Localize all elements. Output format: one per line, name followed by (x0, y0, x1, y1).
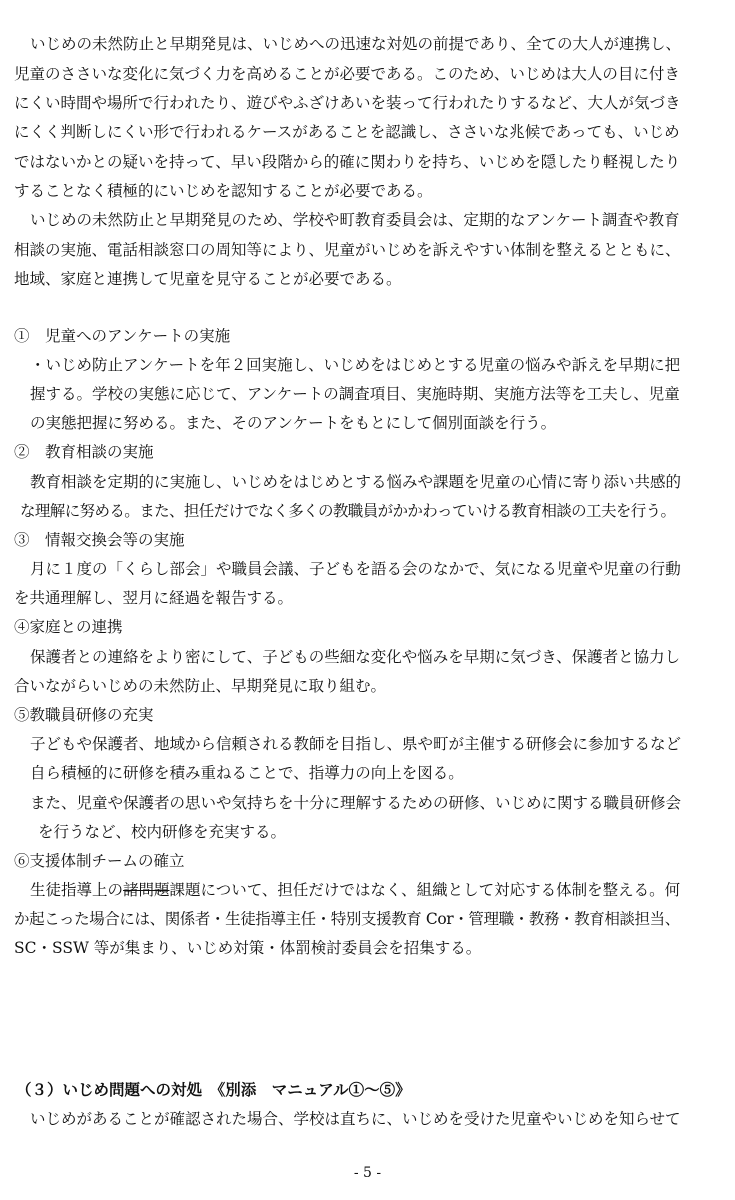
section-6-line-2: か起こった場合には、関係者・生徒指導主任・特別支援教育 Cor・管理職・教務・教育相談担当、 (14, 910, 680, 928)
section-6-line-3: SC・SSW 等が集まり、いじめ対策・体罰検討委員会を招集する。 (14, 939, 482, 957)
section-1-line-2: 握する。学校の実態に応じて、アンケートの調査項目、実施時期、実施方法等を工夫し、児童 (30, 385, 680, 403)
section-4-line-1: 保護者との連絡をより密にして、子どもの些細な変化や悩みを早期に気づき、保護者と協力し (30, 648, 681, 666)
next-section-body: いじめがあることが確認された場合、学校は直ちに、いじめを受けた児童やいじめを知らせて (30, 1110, 681, 1128)
section-4-heading: ④家庭との連携 (14, 618, 123, 636)
intro-p1-line-2: 児童のささいな変化に気づく力を高めることが必要である。このため、いじめは大人の目に付き (14, 65, 680, 83)
intro-p1-line-5: ではないかとの疑いを持って、早い段階から的確に関わりを持ち、いじめを隠したり軽視したり (14, 153, 681, 171)
intro-p1-line-3: にくい時間や場所で行われたり、遊びやふざけあいを装って行われたりするなど、大人が気づき (14, 94, 681, 112)
section-5-heading: ⑤教職員研修の充実 (14, 706, 154, 724)
next-section-heading: （３）いじめ問題への対処 《別添 マニュアル①～⑤》 (16, 1080, 411, 1099)
section-6-text-before: 生徒指導上の (30, 881, 124, 899)
section-6-heading: ⑥支援体制チームの確立 (14, 852, 185, 870)
intro-p1-line-6: することなく積極的にいじめを認知することが必要である。 (14, 182, 433, 200)
intro-p1-line-4: にくく判断しにくい形で行われるケースがあることを認識し、ささいな兆候であっても、いじめ (14, 123, 680, 141)
section-1-line-3: の実態把握に努める。また、そのアンケートをもとにして個別面談を行う。 (30, 414, 557, 432)
section-1-heading: ① 児童へのアンケートの実施 (14, 327, 231, 345)
intro-p2-line-3: 地域、家庭と連携して児童を見守ることが必要である。 (14, 270, 402, 288)
intro-p1-line-1: いじめの未然防止と早期発見は、いじめへの迅速な対処の前提であり、全ての大人が連携し、 (30, 35, 682, 53)
intro-p2-line-1: いじめの未然防止と早期発見のため、学校や町教育委員会は、定期的なアンケート調査や教育 (30, 211, 680, 229)
section-3-line-2: を共通理解し、翌月に経過を報告する。 (14, 589, 294, 607)
section-5-line-1: 子どもや保護者、地域から信頼される教師を目指し、県や町が主催する研修会に参加するなど (30, 735, 682, 753)
section-5-line-2: 自ら積極的に研修を積み重ねることで、指導力の向上を図る。 (30, 764, 464, 782)
section-5-line-4: を行うなど、校内研修を充実する。 (38, 823, 287, 841)
section-4-line-2: 合いながらいじめの未然防止、早期発見に取り組む。 (14, 677, 387, 695)
section-6-line-1 (30, 880, 735, 900)
section-6-text-after: 課題について、担任だけではなく、組織として対応する体制を整える。何 (169, 881, 681, 899)
section-2-line-1: 教育相談を定期的に実施し、いじめをはじめとする悩みや課題を児童の心情に寄り添い共感的 (30, 473, 682, 491)
section-2-line-2: な理解に努める。また、担任だけでなく多くの教職員がかかわっていける教育相談の工夫を行う。 (20, 502, 676, 520)
intro-p2-line-2: 相談の実施、電話相談窓口の周知等により、児童がいじめを訴えやすい体制を整えるとともに、 (14, 241, 681, 259)
section-6-struck-text: 諸問題 (123, 881, 170, 899)
section-1-line-1: ・いじめ防止アンケートを年２回実施し、いじめをはじめとする児童の悩みや訴えを早期に把 (30, 356, 681, 374)
page-number: - 5 - (353, 1165, 382, 1181)
section-3-line-1: 月に１度の「くらし部会」や職員会議、子どもを語る会のなかで、気になる児童や児童の行動 (30, 560, 681, 578)
section-3-heading: ③ 情報交換会等の実施 (14, 531, 185, 549)
section-5-line-3: また、児童や保護者の思いや気持ちを十分に理解するための研修、いじめに関する職員研修会 (30, 794, 682, 812)
section-2-heading: ② 教育相談の実施 (14, 443, 154, 461)
